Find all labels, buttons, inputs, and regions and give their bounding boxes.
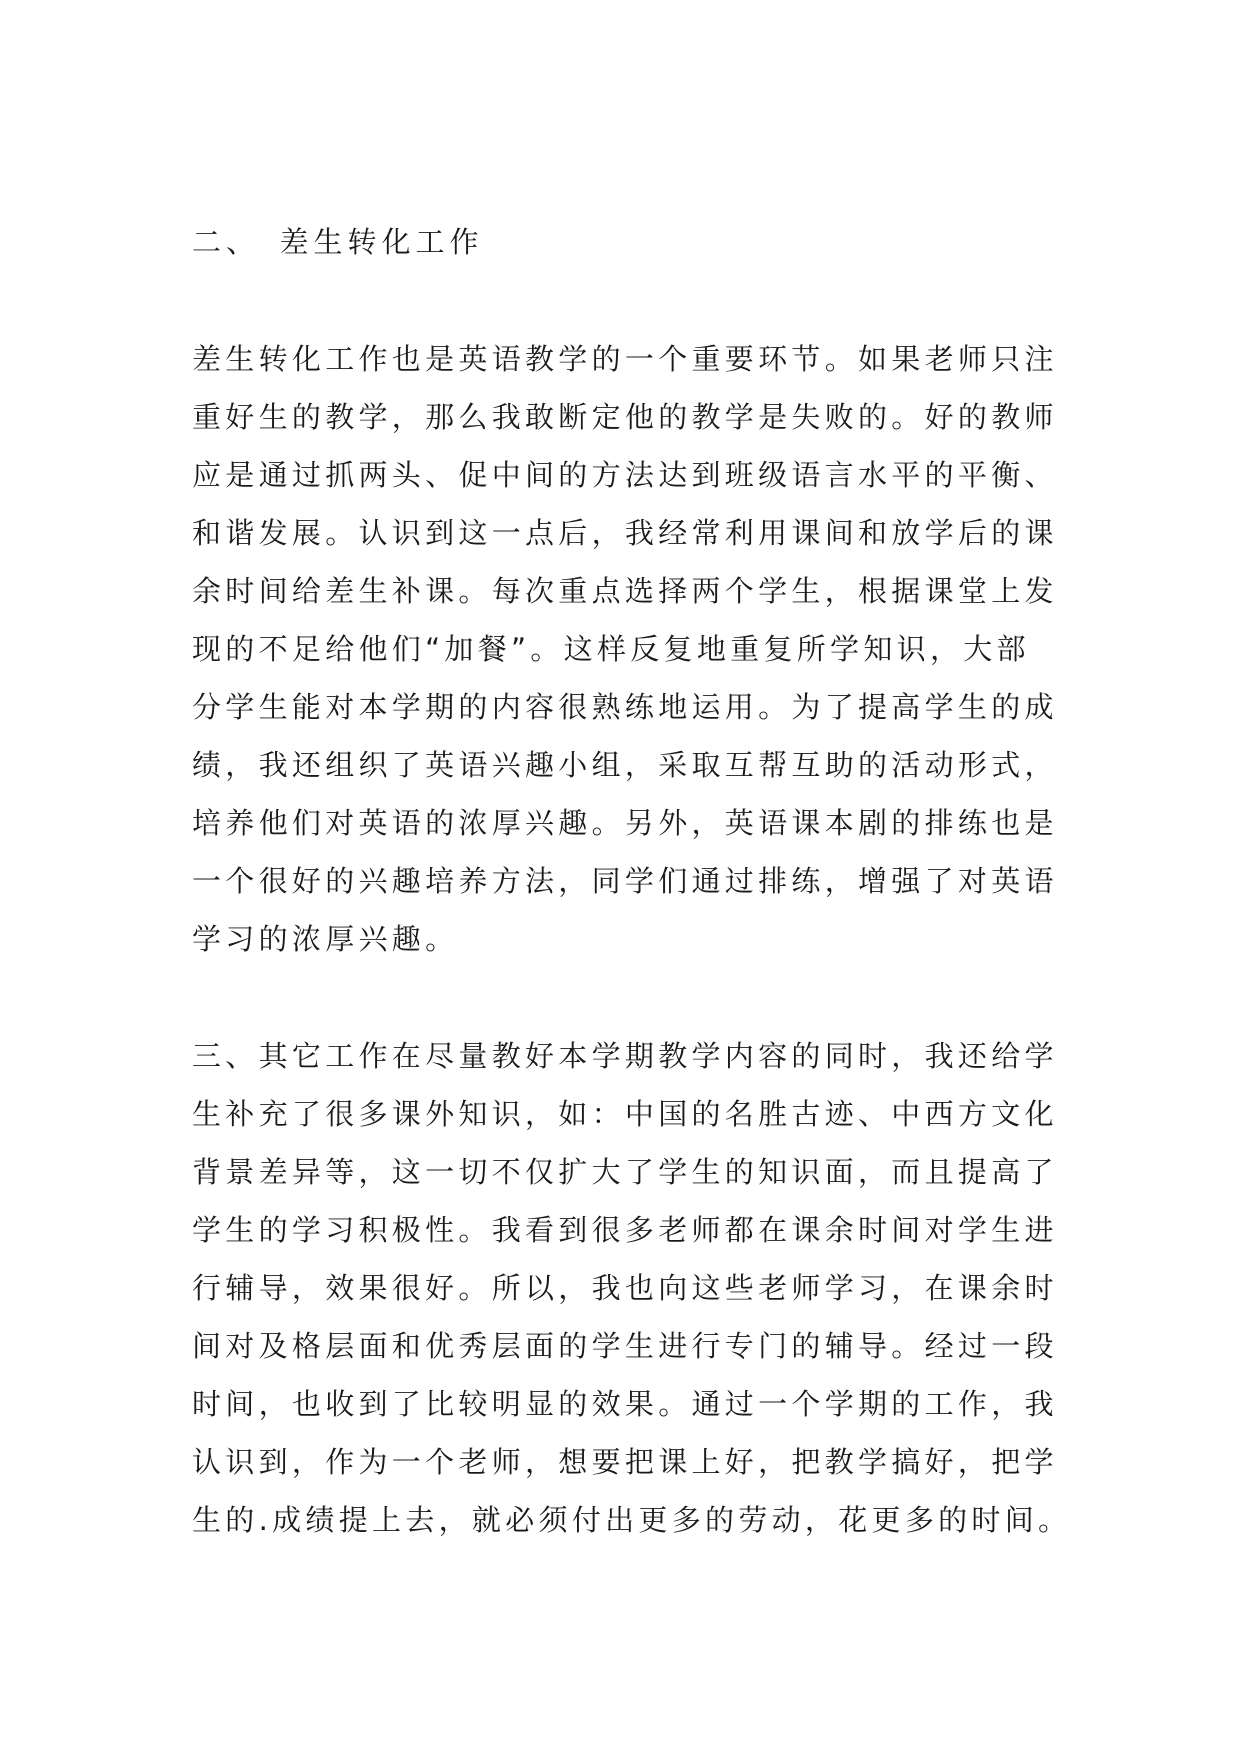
paragraph-line: 生的.成绩提上去，就必须付出更多的劳动，花更多的时间。 [192, 1503, 1072, 1537]
paragraph-line: 行辅导，效果很好。所以，我也向这些老师学习，在课余时 [192, 1271, 1058, 1305]
paragraph-line: 培养他们对英语的浓厚兴趣。另外，英语课本剧的排练也是 [192, 806, 1058, 840]
paragraph-line: 时间，也收到了比较明显的效果。通过一个学期的工作，我 [192, 1387, 1058, 1421]
paragraph-line: 背景差异等，这一切不仅扩大了学生的知识面，而且提高了 [192, 1155, 1058, 1189]
paragraph-line: 三、其它工作在尽量教好本学期教学内容的同时，我还给学 [192, 1039, 1058, 1073]
paragraph-line: 学生的学习积极性。我看到很多老师都在课余时间对学生进 [192, 1213, 1058, 1247]
section-heading: 二、 差生转化工作 [192, 225, 484, 259]
paragraph-line: 间对及格层面和优秀层面的学生进行专门的辅导。经过一段 [192, 1329, 1058, 1363]
paragraph-line: 认识到，作为一个老师，想要把课上好，把教学搞好，把学 [192, 1445, 1058, 1479]
paragraph-line: 学习的浓厚兴趣。 [192, 922, 459, 956]
paragraph-line: 余时间给差生补课。每次重点选择两个学生，根据课堂上发 [192, 574, 1058, 608]
paragraph-line: 差生转化工作也是英语教学的一个重要环节。如果老师只注 [192, 342, 1058, 376]
paragraph-line: 和谐发展。认识到这一点后，我经常利用课间和放学后的课 [192, 516, 1058, 550]
paragraph-line: 分学生能对本学期的内容很熟练地运用。为了提高学生的成 [192, 690, 1058, 724]
paragraph-line: 重好生的教学，那么我敢断定他的教学是失败的。好的教师 [192, 400, 1058, 434]
paragraph-line: 应是通过抓两头、促中间的方法达到班级语言水平的平衡、 [192, 458, 1058, 492]
paragraph-line: 现的不足给他们“加餐”。这样反复地重复所学知识，大部 [192, 632, 1030, 666]
paragraph-line: 绩，我还组织了英语兴趣小组，采取互帮互助的活动形式， [192, 748, 1058, 782]
paragraph-line: 一个很好的兴趣培养方法，同学们通过排练，增强了对英语 [192, 864, 1058, 898]
paragraph-line: 生补充了很多课外知识，如：中国的名胜古迹、中西方文化 [192, 1097, 1058, 1131]
